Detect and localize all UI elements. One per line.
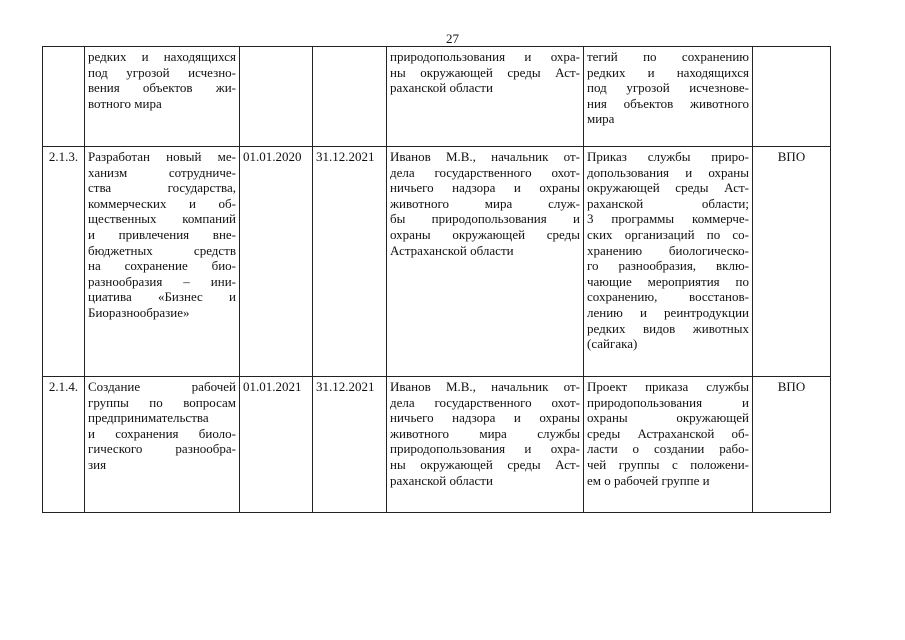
event-cell-line: ства государства, (88, 180, 236, 196)
item-number-cell (43, 47, 85, 147)
event-cell-line: разнообразия – ини- (88, 273, 236, 289)
event-cell-line: Разработан новый ме- (88, 149, 236, 164)
responsible-cell-line: природопользования и охра- (390, 441, 580, 457)
responsible-cell-line: ничьего надзора и охраны (390, 180, 580, 196)
responsible-cell-line: природопользования и охра- (390, 49, 580, 64)
result-cell-line: тегий по сохранению (587, 49, 749, 64)
result-cell-line: ласти о создании рабо- (587, 441, 749, 457)
event-cell-line: и сохранения биоло- (88, 425, 236, 441)
result-cell-line: Приказ службы приро- (587, 149, 749, 164)
responsible-cell-line: животного мира служ- (390, 195, 580, 211)
start-date-cell: 01.01.2020 (240, 147, 313, 377)
responsible-cell-line: охраны окружающей среды (390, 226, 580, 242)
responsible-cell (387, 377, 584, 513)
event-cell-line: вения объектов жи- (88, 80, 236, 96)
code-cell: ВПО (753, 377, 831, 513)
result-cell (584, 147, 753, 377)
event-cell-line: Создание рабочей (88, 379, 236, 394)
result-cell-line: чающие мероприятия по (587, 273, 749, 289)
responsible-cell-line: раханской области (390, 80, 493, 96)
result-cell-line: (сайгака) (587, 336, 638, 352)
responsible-cell-line: бы природопользования и (390, 211, 580, 227)
result-cell-line: го разнообразия, вклю- (587, 258, 749, 274)
event-cell-line: группы по вопросам (88, 394, 236, 410)
responsible-cell-line: раханской области (390, 472, 493, 488)
result-cell (584, 377, 753, 513)
responsible-cell-line: дела государственного охот- (390, 164, 580, 180)
result-cell-line: 3 программы коммерче- (587, 211, 749, 227)
result-cell-line: ния объектов животного (587, 95, 749, 111)
code-cell (753, 47, 831, 147)
start-date-cell: 01.01.2021 (240, 377, 313, 513)
responsible-cell (387, 147, 584, 377)
result-cell-line: охраны окружающей (587, 410, 749, 426)
item-number-cell: 2.1.4. (43, 377, 85, 513)
result-cell-line: раханской области; (587, 195, 749, 211)
result-cell-line: редких видов животных (587, 320, 749, 336)
end-date-cell: 31.12.2021 (313, 147, 387, 377)
result-cell-line: мира (587, 111, 615, 127)
event-cell-line: на сохранение био- (88, 258, 236, 274)
result-cell-line: природопользования и (587, 394, 749, 410)
responsible-cell-line: ничьего надзора и охраны (390, 410, 580, 426)
item-number-cell: 2.1.3. (43, 147, 85, 377)
result-cell-line: окружающей среды Аст- (587, 180, 749, 196)
result-cell-line: ских организаций по со- (587, 226, 749, 242)
responsible-cell-line: Астраханской области (390, 242, 514, 258)
code-cell: ВПО (753, 147, 831, 377)
result-cell-line: Проект приказа службы (587, 379, 749, 394)
result-cell-line: ем о рабочей группе и (587, 472, 710, 488)
result-cell-line: редких и находящихся (587, 64, 749, 80)
result-cell-line: под угрозой исчезнове- (587, 80, 749, 96)
event-cell (85, 47, 240, 147)
event-cell-line: щественных компаний (88, 211, 236, 227)
event-cell-line: предпринимательства (88, 410, 209, 426)
result-cell-line: хранению биологическо- (587, 242, 749, 258)
end-date-cell (313, 47, 387, 147)
event-cell-line: коммерческих и об- (88, 195, 236, 211)
result-cell-line: допользования и охраны (587, 164, 749, 180)
responsible-cell-line: ны окружающей среды Аст- (390, 456, 580, 472)
table-row (43, 47, 831, 147)
event-cell-line: циатива «Бизнес и (88, 289, 236, 305)
event-cell-line: зия (88, 456, 107, 472)
result-cell-line: среды Астраханской об- (587, 425, 749, 441)
event-cell (85, 377, 240, 513)
event-cell (85, 147, 240, 377)
table-row (43, 377, 831, 513)
event-cell-line: Биоразнообразие» (88, 304, 190, 320)
event-cell-line: гического разнообра- (88, 441, 236, 457)
responsible-cell-line: Иванов М.В., начальник от- (390, 379, 580, 394)
result-cell-line: сохранению, восстанов- (587, 289, 749, 305)
start-date-cell (240, 47, 313, 147)
responsible-cell (387, 47, 584, 147)
responsible-cell-line: животного мира службы (390, 425, 580, 441)
event-cell-line: вотного мира (88, 95, 162, 111)
event-cell-line: бюджетных средств (88, 242, 236, 258)
result-cell-line: чей группы с положени- (587, 456, 749, 472)
responsible-cell-line: ны окружающей среды Аст- (390, 64, 580, 80)
event-cell-line: редких и находящихся (88, 49, 236, 64)
end-date-cell: 31.12.2021 (313, 377, 387, 513)
responsible-cell-line: дела государственного охот- (390, 394, 580, 410)
event-cell-line: и привлечения вне- (88, 226, 236, 242)
result-cell (584, 47, 753, 147)
result-cell-line: лению и реинтродукции (587, 304, 749, 320)
responsible-cell-line: Иванов М.В., начальник от- (390, 149, 580, 164)
page-number: 27 (446, 31, 459, 46)
measures-table (42, 46, 831, 513)
event-cell-line: ханизм сотрудниче- (88, 164, 236, 180)
table-row (43, 147, 831, 377)
event-cell-line: под угрозой исчезно- (88, 64, 236, 80)
